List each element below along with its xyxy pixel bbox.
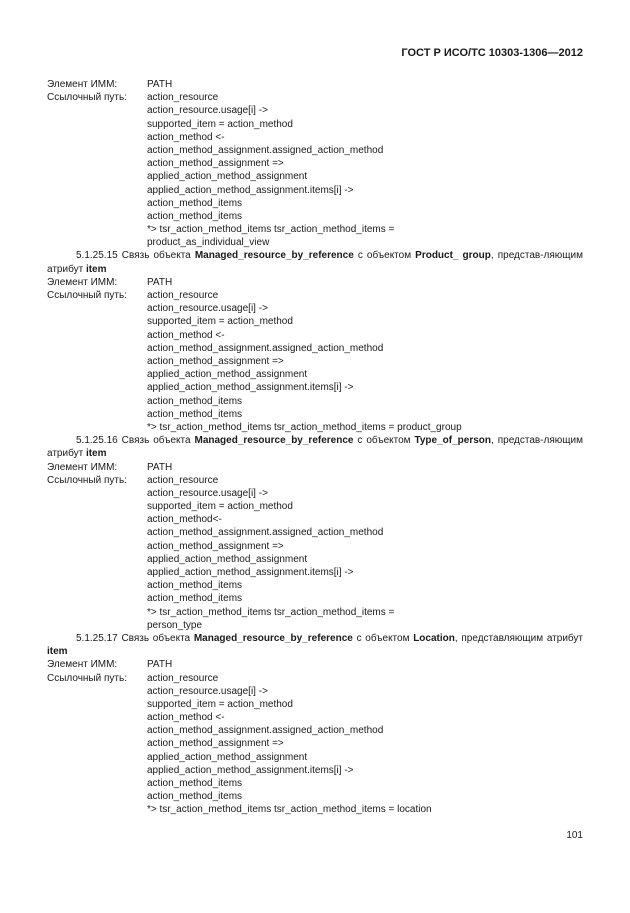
path-row	[47, 184, 583, 197]
path-line: action_resource	[147, 92, 219, 104]
path-row	[47, 223, 583, 236]
reference-path-label: Ссылочный путь:	[47, 92, 127, 104]
path-line: action_method_items	[147, 395, 243, 407]
path-line: *> tsr_action_method_items tsr_action_method_items = location	[147, 804, 432, 816]
path-row	[47, 368, 583, 381]
path-row	[47, 474, 583, 487]
path-row	[47, 104, 583, 117]
path-line: supported_item = action_method	[147, 698, 293, 710]
reference-path-label: Ссылочный путь:	[47, 672, 127, 684]
paragraph-text: , представляющим атрибут	[454, 632, 583, 644]
path-row	[47, 302, 583, 315]
path-line: action_method_items	[147, 791, 243, 803]
path-line: action_resource	[147, 474, 219, 486]
path-row	[47, 803, 583, 816]
path-line: action_method_assignment.assigned_action_method	[147, 725, 384, 737]
element-label: Элемент ИММ:	[47, 79, 118, 90]
path-line: action_method_assignment =>	[147, 738, 284, 750]
entity-name: Location	[413, 632, 455, 644]
path-line: action_method_items	[147, 197, 243, 209]
path-line: product_as_individual_view	[147, 237, 270, 249]
path-row	[47, 118, 583, 131]
path-row	[47, 197, 583, 210]
path-line: applied_action_method_assignment	[147, 751, 308, 763]
element-label: Элемент ИММ:	[47, 276, 118, 288]
path-line: *> tsr_action_method_items tsr_action_method_items =	[147, 606, 395, 618]
path-line: applied_action_method_assignment.items[i] ->	[147, 764, 354, 776]
path-row	[47, 170, 583, 183]
paragraph-text: с объектом	[352, 632, 414, 644]
path-row	[47, 408, 583, 421]
reference-path-label: Ссылочный путь:	[47, 290, 127, 302]
path-line: action_resource	[147, 290, 219, 302]
entity-name: item	[47, 646, 68, 658]
path-row	[47, 698, 583, 711]
paragraph-text: 5.1.25.15 Связь объекта	[76, 250, 195, 262]
path-line: action_method_assignment.assigned_action_method	[147, 342, 384, 354]
path-row	[47, 790, 583, 803]
path-row	[47, 342, 583, 355]
paragraph-text: 5.1.25.16 Связь объекта	[76, 435, 195, 447]
path-line: action_method_assignment =>	[147, 158, 284, 170]
entity-name: Managed_resource_by_reference	[194, 250, 354, 262]
entity-name: Product_ group	[415, 250, 491, 262]
path-row	[47, 764, 583, 777]
path-row	[47, 421, 583, 434]
path-row	[47, 91, 583, 104]
path-row	[47, 724, 583, 737]
path-row	[47, 144, 583, 157]
element-value: PATH	[147, 276, 173, 288]
path-row	[47, 711, 583, 724]
path-line: supported_item = action_method	[147, 118, 293, 130]
path-row	[47, 737, 583, 750]
path-row	[47, 210, 583, 223]
path-row	[47, 592, 583, 605]
path-line: action_method_assignment =>	[147, 355, 284, 367]
path-line: action_resource.usage[i] ->	[147, 105, 268, 117]
path-row	[47, 289, 583, 302]
element-label: Элемент ИММ:	[47, 461, 118, 473]
path-row	[47, 329, 583, 342]
paragraph-text: с объектом	[353, 435, 415, 447]
path-row	[47, 751, 583, 764]
path-line: action_method<-	[147, 514, 222, 526]
path-row	[47, 777, 583, 790]
paragraph-text: с объектом	[353, 250, 416, 262]
path-row	[47, 395, 583, 408]
path-line: applied_action_method_assignment	[147, 171, 308, 183]
path-line: action_resource.usage[i] ->	[147, 303, 268, 315]
path-line: action_method_assignment.assigned_action_method	[147, 527, 384, 539]
path-row	[47, 500, 583, 513]
paragraph-text: , представ-ляющим атрибут	[47, 435, 583, 460]
path-line: action_method <-	[147, 131, 225, 143]
section-heading-paragraph	[47, 632, 583, 658]
path-row	[47, 540, 583, 553]
reference-path-label: Ссылочный путь:	[47, 474, 127, 486]
path-line: action_resource.usage[i] ->	[147, 685, 268, 697]
path-line: action_resource	[147, 672, 219, 684]
document-body	[47, 78, 583, 817]
path-row	[47, 672, 583, 685]
path-row	[47, 157, 583, 170]
path-row	[47, 619, 583, 632]
path-line: supported_item = action_method	[147, 316, 293, 328]
entity-name: Managed_resource_by_reference	[193, 632, 353, 644]
path-row	[47, 685, 583, 698]
path-line: applied_action_method_assignment.items[i] ->	[147, 567, 354, 578]
element-row	[47, 276, 583, 289]
page-header: ГОСТ Р ИСО/ТС 10303-1306—2012	[401, 47, 583, 59]
element-value: PATH	[147, 659, 173, 671]
element-row	[47, 461, 583, 474]
path-row	[47, 513, 583, 526]
path-line: action_method_items	[147, 408, 243, 420]
path-row	[47, 553, 583, 566]
path-line: applied_action_method_assignment.items[i] ->	[147, 382, 354, 394]
page-number: 101	[566, 830, 583, 841]
path-line: action_method_items	[147, 210, 243, 222]
path-row	[47, 131, 583, 144]
path-line: action_resource.usage[i] ->	[147, 487, 268, 499]
element-label: Элемент ИММ:	[47, 659, 118, 671]
entity-name: Managed_resource_by_reference	[194, 435, 354, 447]
path-line: *> tsr_action_method_items tsr_action_method_items = product_group	[147, 421, 462, 433]
path-line: supported_item = action_method	[147, 501, 293, 513]
path-line: applied_action_method_assignment.items[i] ->	[147, 184, 354, 196]
path-row	[47, 526, 583, 539]
path-line: action_method <-	[147, 712, 225, 724]
path-row	[47, 355, 583, 368]
path-line: action_method_items	[147, 778, 243, 790]
path-row	[47, 487, 583, 500]
paragraph-text: , представ-ляющим атрибут	[47, 250, 583, 275]
element-row	[47, 658, 583, 671]
entity-name: Type_of_person	[414, 435, 491, 447]
element-row	[47, 78, 583, 91]
entity-name: item	[85, 263, 107, 275]
path-line: action_method_items	[147, 593, 243, 605]
path-row	[47, 579, 583, 592]
path-row	[47, 381, 583, 394]
entity-name: item	[85, 448, 107, 460]
path-row	[47, 236, 583, 249]
path-line: *> tsr_action_method_items tsr_action_method_items =	[147, 224, 395, 236]
path-line: action_method_assignment.assigned_action_method	[147, 144, 384, 156]
paragraph-text: 5.1.25.17 Связь объекта	[76, 632, 194, 644]
path-row	[47, 606, 583, 619]
section-heading-paragraph	[47, 434, 583, 460]
element-value: PATH	[147, 461, 173, 473]
path-line: applied_action_method_assignment	[147, 553, 308, 565]
path-line: action_method_assignment =>	[147, 540, 284, 552]
path-line: action_method <-	[147, 329, 225, 341]
path-row	[47, 315, 583, 328]
path-line: applied_action_method_assignment	[147, 369, 308, 381]
path-line: person_type	[147, 619, 203, 631]
element-value: PATH	[147, 79, 173, 90]
path-row	[47, 566, 583, 579]
section-heading-paragraph	[47, 249, 583, 275]
path-line: action_method_items	[147, 580, 243, 592]
